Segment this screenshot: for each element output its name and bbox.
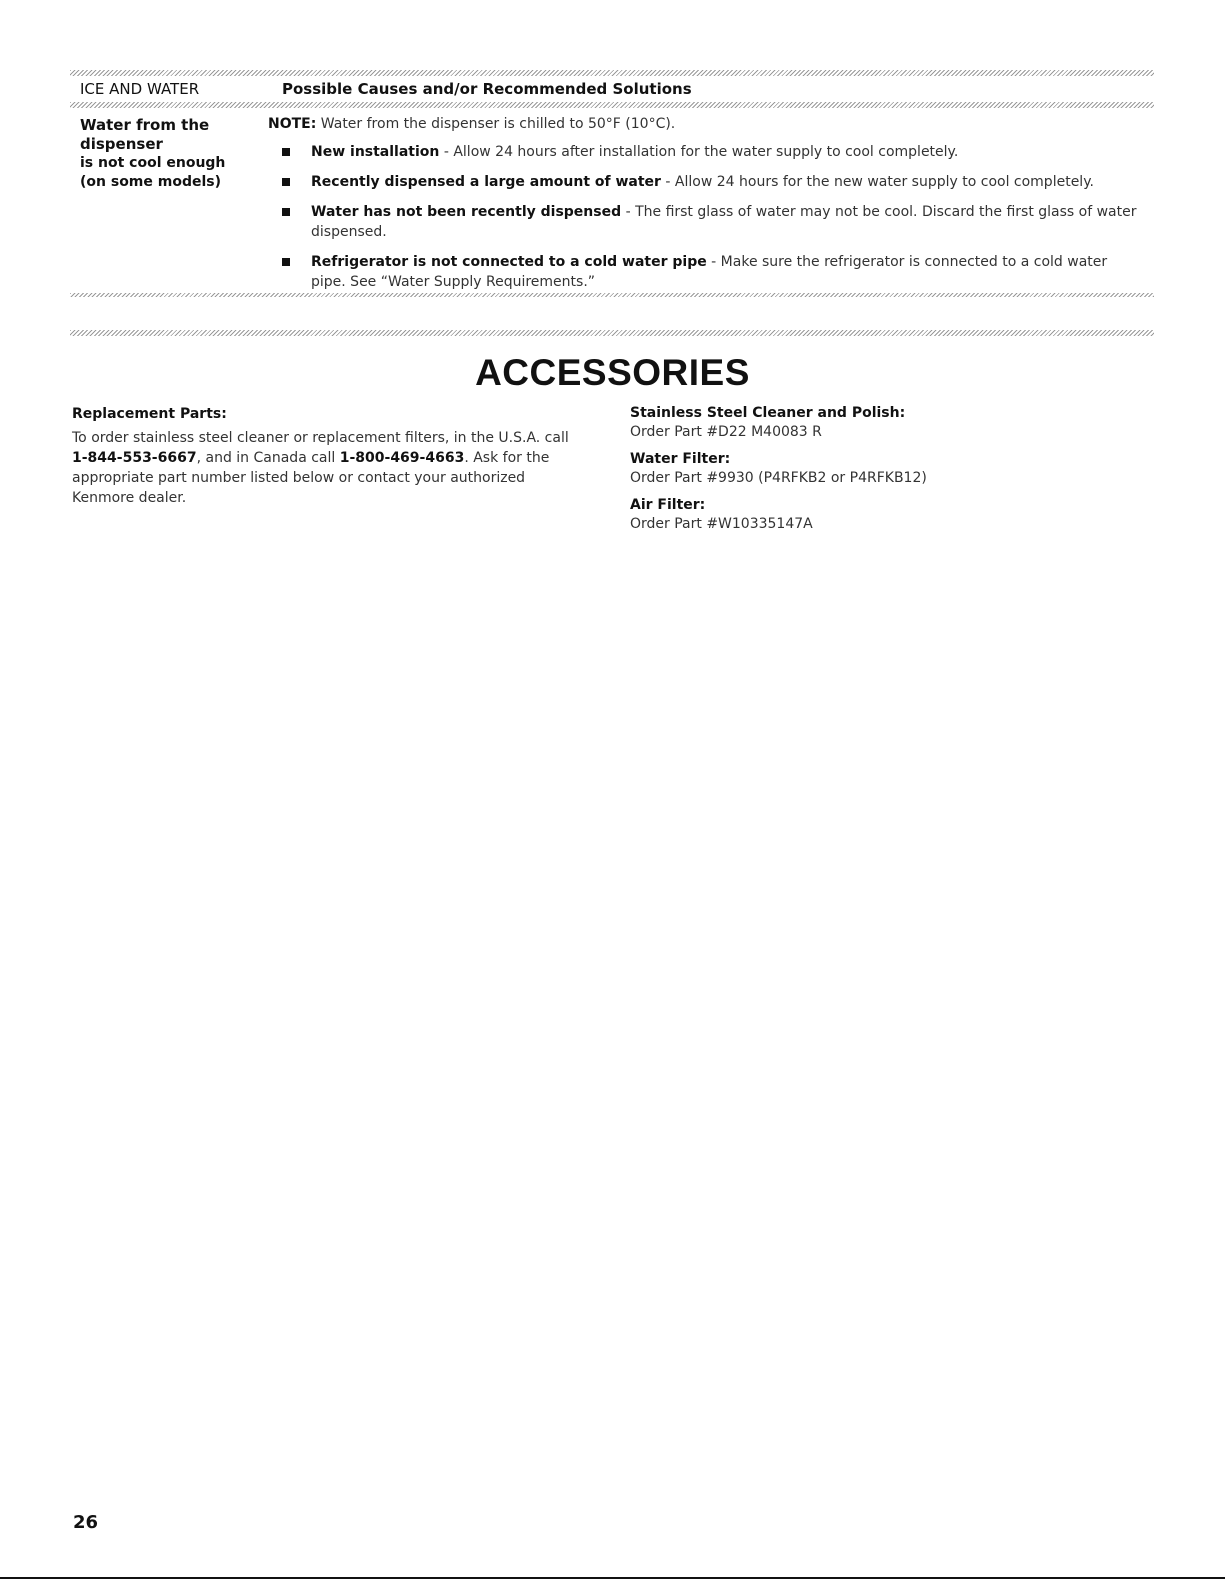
solution-text: - Make sure the refrigerator is connected to a cold water pipe. See “Water Supply Requirements.” bbox=[311, 254, 1108, 290]
solution-item bbox=[282, 202, 1142, 242]
part-label: Air Filter: bbox=[630, 497, 706, 513]
section-rule bbox=[70, 330, 1154, 336]
phone-canada: 1-800-469-4663 bbox=[339, 450, 465, 466]
part-number: Order Part #D22 M40083 R bbox=[630, 424, 822, 440]
part-label: Stainless Steel Cleaner and Polish: bbox=[630, 405, 906, 421]
solution-cause: Refrigerator is not connected to a cold water pipe bbox=[311, 254, 707, 270]
solution-cause: Water has not been recently dispensed bbox=[311, 204, 622, 220]
note bbox=[268, 116, 1148, 132]
solution-text: - Allow 24 hours after installation for the water supply to cool completely. bbox=[439, 144, 959, 160]
part-item bbox=[630, 405, 1150, 442]
table-header-solutions: Possible Causes and/or Recommended Solutions bbox=[282, 80, 692, 98]
problem-line: Water from the dispenser bbox=[80, 116, 210, 153]
solution-text: - The first glass of water may not be cool. Discard the first glass of water dispensed. bbox=[311, 204, 1137, 240]
replacement-heading: Replacement Parts: bbox=[72, 406, 227, 422]
problem-description bbox=[80, 116, 265, 192]
table-header-rule bbox=[70, 102, 1154, 108]
replacement-text: , and in Canada call bbox=[196, 450, 340, 466]
replacement-parts bbox=[72, 406, 572, 508]
solution-item bbox=[282, 142, 1142, 162]
solution-cause: Recently dispensed a large amount of water bbox=[311, 174, 661, 190]
part-item bbox=[630, 497, 1150, 534]
replacement-body bbox=[72, 428, 572, 508]
page-number: 26 bbox=[73, 1512, 99, 1533]
note-label: NOTE: bbox=[268, 116, 317, 132]
problem-line: (on some models) bbox=[80, 174, 222, 190]
phone-us: 1-844-553-6667 bbox=[72, 450, 197, 466]
part-item bbox=[630, 451, 1150, 488]
section-title: ACCESSORIES bbox=[475, 352, 750, 393]
note-text: Water from the dispenser is chilled to 50°F (10°C). bbox=[316, 116, 676, 132]
solutions-list bbox=[282, 142, 1142, 302]
part-number: Order Part #W10335147A bbox=[630, 516, 813, 532]
page-bottom-rule bbox=[0, 1577, 1225, 1579]
table-header-category: ICE AND WATER bbox=[80, 80, 200, 98]
replacement-text: . Ask for the appropriate part number listed below or contact your authorized Kenmore dealer. bbox=[72, 450, 550, 506]
solution-item bbox=[282, 252, 1142, 292]
problem-line: is not cool enough bbox=[80, 155, 226, 171]
part-number: Order Part #9930 (P4RFKB2 or P4RFKB12) bbox=[630, 470, 927, 486]
solution-text: - Allow 24 hours for the new water supply to cool completely. bbox=[660, 174, 1094, 190]
part-label: Water Filter: bbox=[630, 451, 731, 467]
solution-item bbox=[282, 172, 1142, 192]
table-bottom-rule bbox=[70, 293, 1154, 297]
parts-list bbox=[630, 405, 1150, 543]
solution-cause: New installation bbox=[311, 144, 440, 160]
replacement-text: To order stainless steel cleaner or replacement filters, in the U.S.A. call bbox=[72, 430, 569, 446]
table-top-rule bbox=[70, 70, 1154, 76]
